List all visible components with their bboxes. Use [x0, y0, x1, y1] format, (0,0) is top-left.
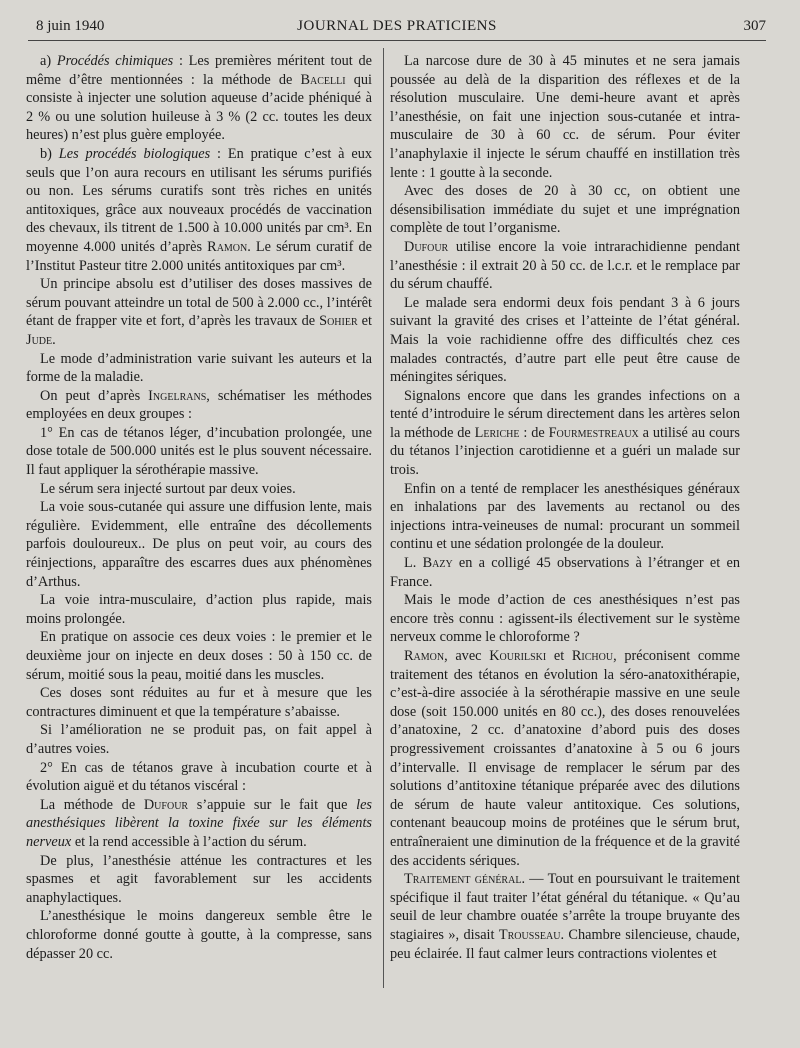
text-run: : de [519, 424, 549, 441]
author-name: Fourmestreaux [548, 424, 639, 441]
text-run: Le sérum sera injecté surtout par deux voies. [40, 480, 296, 497]
text-run: a) [40, 53, 57, 69]
paragraph [390, 387, 740, 480]
text-run: , schématiser les méthodes employées en deux groupes : [26, 387, 372, 423]
text-run: Le mode d’administration varie suivant les auteurs et la forme de la maladie. [26, 350, 372, 386]
text-run: . — Tout en poursuivant le traitement spécifique il faut traiter l’état général du tétanique. « Qu’au seuil de leur chambre ouatée s’arrête la troupe bruyante des stagiaires », disait [390, 871, 740, 943]
author-name: Dufour [404, 238, 449, 255]
paragraph [390, 870, 740, 963]
paragraph [26, 907, 372, 963]
paragraph [390, 647, 740, 870]
paragraph [390, 480, 740, 554]
paragraph [26, 796, 372, 852]
text-run: : En pratique c’est à eux seuls que l’on aura recours en utilisant les sérums purifiés ou non. Les sérums curatifs sont très riches en unités antitoxiques, grâce aux nouveaux procédés de vaccination des chevaux, ils titrent de 1.500 à 10.000 unités par cm³. En moyenne 4.000 unités d’après [26, 145, 373, 255]
paragraph [26, 684, 372, 721]
text-run: Ces doses sont réduites au fur et à mesure que les contractures diminuent et que la température s’abaisse. [26, 685, 372, 720]
journal-title: JOURNAL DES PRATICIENS [297, 18, 497, 34]
italic-text: les anesthésiques libèrent la toxine fixée sur les éléments nerveux [26, 796, 372, 850]
text-run: et [357, 313, 372, 330]
italic-text: Les procédés biologiques [58, 145, 211, 162]
text-run: L. [404, 555, 423, 572]
paragraph [26, 852, 372, 908]
paragraph [390, 238, 740, 294]
author-name: Leriche [474, 424, 520, 441]
paragraph [26, 759, 372, 796]
paragraph [26, 591, 372, 628]
author-name: Bazy [422, 555, 453, 572]
header-date: 8 juin 1940 [36, 18, 105, 34]
author-name: Traitement général [404, 871, 522, 888]
text-run: en a colligé 45 observations à l’étranger et en France. [390, 555, 740, 590]
text-run: La voie sous-cutanée qui assure une diffusion lente, mais régulière. Evidemment, elle entraîne des décollements parfois douloureux.. De plus on peut voir, au cours des réinjections, apparaître des escarres dues aux phénomènes d’Arthus. [26, 499, 372, 590]
column-divider [383, 48, 384, 988]
paragraph [390, 52, 740, 182]
text-run: b) [40, 145, 59, 162]
author-name: Richou [571, 648, 614, 664]
paragraph [390, 182, 740, 238]
paragraph [26, 350, 372, 387]
author-name: Sohier [319, 313, 358, 330]
paragraph [26, 498, 372, 591]
text-run: En pratique on associe ces deux voies : le premier et le deuxième jour on injecte en deux doses : 50 à 150 cc. de sérum, moitié sous la peau, moitié dans les muscles. [26, 629, 372, 683]
page-header [28, 14, 766, 41]
author-name: Ramon [207, 238, 248, 255]
right-column [390, 52, 740, 963]
author-name: Dufour [143, 796, 189, 813]
author-name: Jude [26, 331, 53, 348]
text-run: On peut d’après [40, 387, 149, 404]
text-run: Un principe absolu est d’utiliser des doses massives de sérum pouvant atteindre un total de 500 à 2.000 cc., l’intérêt étant de frapper vite et fort, d’après les travaux de [26, 276, 372, 330]
text-run: Signalons encore que dans les grandes infections on a tenté d’introduire le sérum directement dans les artères selon la méthode de [390, 387, 740, 441]
paragraph [26, 145, 372, 275]
text-run: La narcose dure de 30 à 45 minutes et ne sera jamais poussée au delà de la disparition des réflexes et de la résolution musculaire. Une demi-heure avant et après l’anesthésie, on fait une injection sous-cutanée et intra-musculaire de 30 à 60 cc. de sérum. Pour éviter l’anaphylaxie il injecte le sérum chauffé en instillation très lente : 1 goutte à la seconde. [390, 53, 740, 181]
author-name: Kourilski [489, 648, 547, 664]
text-run: Avec des doses de 20 à 30 cc, on obtient une désensibilisation immédiate du sujet et une imprégnation complète de tout l’organisme. [390, 183, 740, 237]
author-name: Ramon [404, 648, 445, 664]
author-name: Trousseau [498, 926, 561, 943]
text-run: et [546, 648, 572, 664]
paragraph [26, 628, 372, 684]
paragraph [26, 480, 372, 499]
page-number: 307 [743, 18, 766, 34]
paragraph [26, 721, 372, 758]
text-run: s’appuie sur le fait que [188, 796, 357, 813]
author-name: Ingelrans [148, 387, 207, 404]
text-run: Mais le mode d’action de ces anesthésiques n’est pas encore très connu : agissent-ils électivement sur le système nerveux comme le chloroforme ? [390, 592, 740, 646]
text-run: qui consiste à injecter une solution aqueuse d’acide phéniqué à 2 % ou une solution huileuse à 3 % (2 cc. toutes les deux heures) n’est plus guère employée. [26, 71, 372, 144]
text-run: Le malade sera endormi deux fois pendant 3 à 6 jours suivant la gravité des crises et l’atteinte de l’état général. Mais la voie rachidienne offre des difficultés chez ces malades contractés, d’autre part elle peut être cause de méningites sériques. [390, 294, 740, 386]
text-run: . Chambre silencieuse, chaude, peu éclairée. Il faut calmer leurs contractions violentes et [390, 926, 740, 962]
author-name: Bacelli [300, 71, 346, 88]
paragraph [390, 554, 740, 591]
text-run: , avec [444, 648, 490, 664]
paragraph [390, 294, 740, 387]
text-run: , préconisent comme traitement des tétanos en évolution la séro-anatoxithérapie, c’est-à-dire associée à la sérothérapie massive en une seule dose (soit 150.000 unités en 80 cc.), des doses renouvelées d’anatoxine, 2 cc. d’anatoxine d’abord puis des doses progressivement croissantes d’anatoxine à 5 ou 6 jours d’intervalle. Il envisage de remplacer le sérum par des solutions d’antitoxine tétanique préparée avec des dilutions de sérum de haute valeur antitoxique. Ces solutions, contenant beaucoup moins de protéines que le sérum brut, entraîneraient une diminution de la fréquence et de la gravité des accidents sériques. [390, 648, 740, 869]
text-run: Enfin on a tenté de remplacer les anesthésiques généraux en inhalations par des lavements au rectanol ou des injections intra-veineuses de numal: procurant un sommeil continu et une sédation prolongée de la douleur. [390, 480, 740, 553]
paragraph [390, 591, 740, 647]
text-run: 1° En cas de tétanos léger, d’incubation prolongée, une dose totale de 500.000 unités est le plus souvent nécessaire. Il faut appliquer la sérothérapie massive. [26, 424, 372, 479]
text-run: utilise encore la voie intrarachidienne pendant l’anesthésie : il extrait 20 à 50 cc. de l.c.r. et le remplace par du sérum chauffé. [390, 238, 740, 293]
text-run: La méthode de [40, 796, 144, 813]
paragraph [26, 424, 372, 480]
left-column [26, 52, 372, 963]
paragraph [26, 387, 372, 424]
text-run: . [52, 331, 56, 348]
text-run: : Les premières méritent tout de même d’être mentionnées : la méthode de [26, 53, 372, 88]
italic-text: Procédés chimiques [56, 53, 174, 69]
text-run: La voie intra-musculaire, d’action plus rapide, mais moins prolongée. [26, 592, 372, 627]
text-run: et la rend accessible à l’action du sérum. [71, 833, 307, 850]
paragraph [26, 52, 372, 145]
text-run: 2° En cas de tétanos grave à incubation courte et à évolution aiguë et du tétanos viscéral : [26, 759, 372, 795]
text-run: . Le sérum curatif de l’Institut Pasteur titre 2.000 unités antitoxiques par cm³. [26, 238, 372, 274]
text-run: L’anesthésique le moins dangereux semble être le chloroforme donné goutte à goutte, à la compresse, sans dépasser 20 cc. [26, 908, 372, 962]
paragraph [26, 275, 372, 349]
text-run: Si l’amélioration ne se produit pas, on fait appel à d’autres voies. [26, 722, 372, 757]
text-run: De plus, l’anesthésie atténue les contractures et les spasmes et agit favorablement sur les accidents anaphylactiques. [26, 852, 372, 906]
text-run: a utilisé au cours du tétanos l’injection carotidienne et a guéri un malade sur trois. [390, 424, 740, 479]
